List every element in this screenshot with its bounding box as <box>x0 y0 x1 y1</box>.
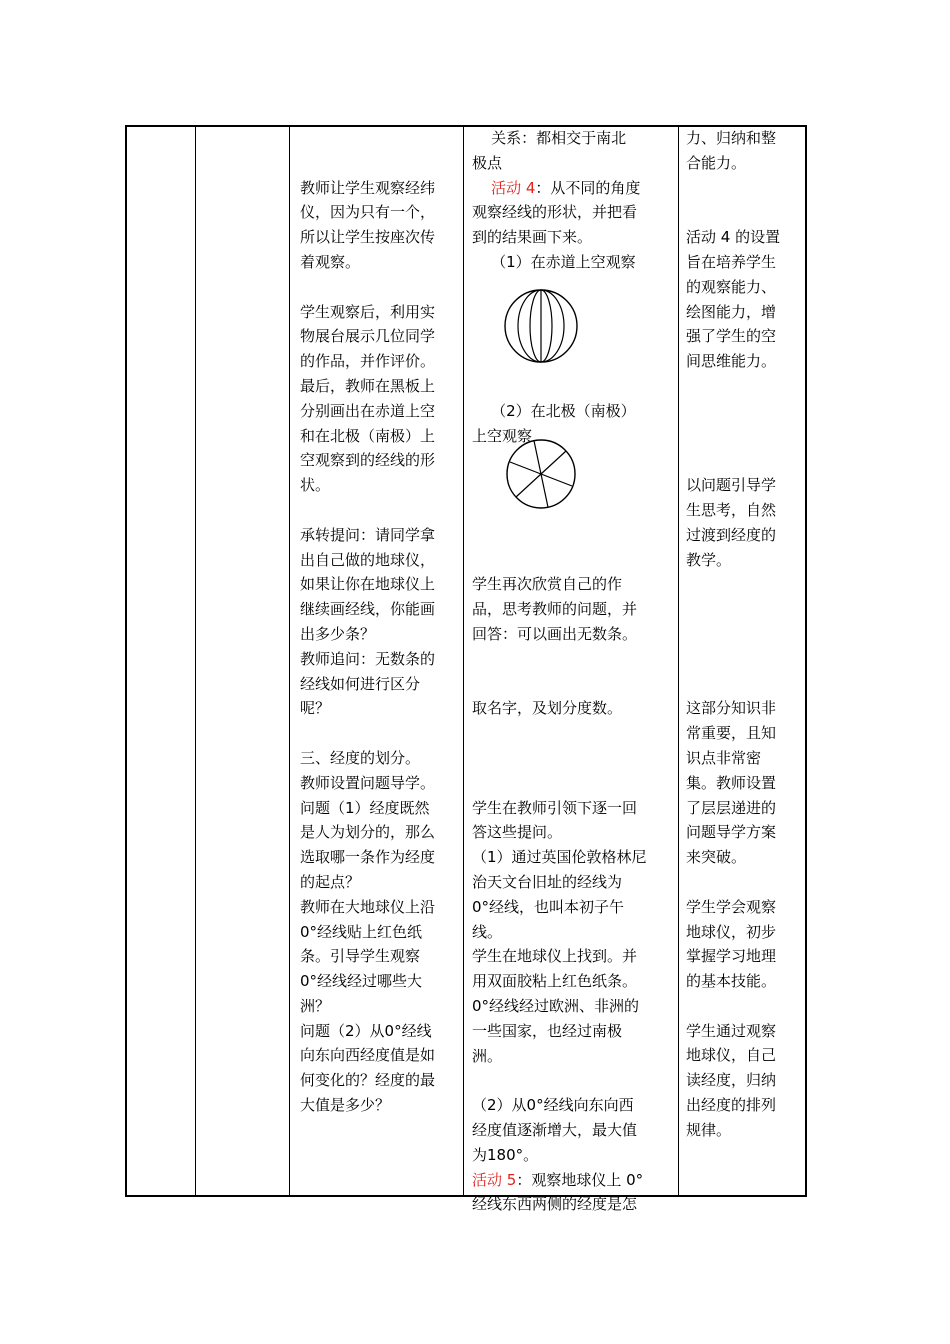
teacher-text: 出多少条？ <box>300 624 376 643</box>
teacher-line <box>300 721 460 746</box>
intent-line <box>686 920 802 945</box>
intent-line <box>686 300 802 325</box>
column-divider-4 <box>678 125 679 1197</box>
intent-text: 了层层递进的 <box>686 798 777 817</box>
teacher-line <box>300 225 460 250</box>
intent-line <box>686 796 802 821</box>
teacher-line <box>300 275 460 300</box>
student-line <box>472 176 674 201</box>
intent-line <box>686 647 802 672</box>
teacher-text: 继续画经线，你能画 <box>300 600 436 619</box>
teacher-line <box>300 300 460 325</box>
teacher-line <box>300 647 460 672</box>
intent-text: 强了学生的空 <box>686 327 777 346</box>
student-text: 品，思考教师的问题，并 <box>472 600 638 619</box>
student-text: 经线东西两侧的经度是怎 <box>472 1195 638 1214</box>
teacher-line <box>300 200 460 225</box>
teacher-line <box>300 473 460 498</box>
student-line <box>472 1093 674 1118</box>
intent-text: 规律。 <box>686 1120 732 1139</box>
teacher-text: 仪，因为只有一个， <box>300 203 436 222</box>
intent-line <box>686 1019 802 1044</box>
student-line <box>472 944 674 969</box>
teacher-text: 教师让学生观察经纬 <box>300 178 436 197</box>
student-text: 取名字，及划分度数。 <box>472 699 623 718</box>
teacher-text: 三、经度的划分。 <box>300 748 421 767</box>
table-bottom-border <box>125 1195 807 1197</box>
intent-text: 集。教师设置 <box>686 773 777 792</box>
intent-line <box>686 473 802 498</box>
student-line <box>472 200 674 225</box>
student-activity-bottom <box>472 572 674 1217</box>
intent-line <box>686 944 802 969</box>
intent-line <box>686 424 802 449</box>
student-text: 一些国家，也经过南极 <box>472 1021 623 1040</box>
teacher-line <box>300 746 460 771</box>
teacher-line <box>300 176 460 201</box>
teacher-text: 向东向西经度值是如 <box>300 1046 436 1065</box>
intent-text: 绘图能力，增 <box>686 302 777 321</box>
student-text: （2）在北极（南极） <box>472 401 636 420</box>
student-text: 极点 <box>472 153 503 172</box>
teacher-text: 教师设置问题导学。 <box>300 773 436 792</box>
intent-line <box>686 622 802 647</box>
intent-line <box>686 771 802 796</box>
teacher-line <box>300 349 460 374</box>
intent-text: 这部分知识非 <box>686 699 777 718</box>
intent-line <box>686 721 802 746</box>
teacher-text: 教师追问：无数条的 <box>300 649 436 668</box>
student-line <box>472 1143 674 1168</box>
teacher-line <box>300 994 460 1019</box>
teacher-line <box>300 250 460 275</box>
intent-line <box>686 448 802 473</box>
teacher-text: 最后，教师在黑板上 <box>300 376 436 395</box>
intent-text: 的观察能力、 <box>686 277 777 296</box>
student-text: 线。 <box>472 922 503 941</box>
student-line <box>472 696 674 721</box>
teacher-text: 教师在大地球仪上沿 <box>300 897 436 916</box>
teacher-text: 空观察到的经线的形 <box>300 451 436 470</box>
student-text: 学生在地球仪上找到。并 <box>472 947 638 966</box>
student-text: 关系：都相交于南北 <box>472 129 627 147</box>
teacher-line <box>300 944 460 969</box>
student-line <box>472 572 674 597</box>
intent-text: 以问题引导学 <box>686 476 777 495</box>
student-line <box>472 820 674 845</box>
teacher-activity-column <box>300 126 460 1118</box>
student-line <box>472 870 674 895</box>
student-text: ：从不同的角度 <box>535 178 641 197</box>
teacher-text: 何变化的？经度的最 <box>300 1071 436 1090</box>
teacher-text: 状。 <box>300 476 331 495</box>
teacher-line <box>300 696 460 721</box>
student-text: 上空观察 <box>472 426 533 445</box>
intent-text: 间思维能力。 <box>686 352 777 371</box>
teacher-line <box>300 796 460 821</box>
teacher-line <box>300 1093 460 1118</box>
teacher-text: 和在北极（南极）上 <box>300 426 436 445</box>
teacher-text: 呢？ <box>300 699 331 718</box>
student-line <box>472 250 674 275</box>
intent-text: 地球仪，自己 <box>686 1046 777 1065</box>
intent-line <box>686 1118 802 1143</box>
intent-line <box>686 895 802 920</box>
teacher-line <box>300 498 460 523</box>
teacher-line <box>300 548 460 573</box>
intent-text: 的基本技能。 <box>686 972 777 991</box>
student-line <box>472 1168 674 1193</box>
student-text: 学生在教师引领下逐一回 <box>472 798 638 817</box>
teacher-text: 的起点？ <box>300 872 361 891</box>
student-line <box>472 622 674 647</box>
teacher-line <box>300 870 460 895</box>
intent-line <box>686 126 802 151</box>
student-text: ：观察地球仪上 0° <box>516 1170 644 1189</box>
intent-text: 活动 4 的设置 <box>686 228 781 247</box>
teacher-text: 问题（2）从0°经线 <box>300 1021 432 1040</box>
intent-text: 来突破。 <box>686 848 747 867</box>
student-text: 用双面胶粘上红色纸条。 <box>472 972 638 991</box>
intent-line <box>686 374 802 399</box>
intent-text: 力、归纳和整 <box>686 129 777 147</box>
pole-view-globe-figure <box>504 436 578 512</box>
column-divider-3 <box>463 125 464 1197</box>
teacher-line <box>300 1019 460 1044</box>
teacher-line <box>300 523 460 548</box>
teacher-line <box>300 572 460 597</box>
student-line <box>472 920 674 945</box>
student-line <box>472 969 674 994</box>
student-text: 经度值逐渐增大，最大值 <box>472 1120 638 1139</box>
activity-label: 活动 5 <box>472 1170 517 1189</box>
teacher-line <box>300 1043 460 1068</box>
intent-text: 生思考，自然 <box>686 500 777 519</box>
intent-line <box>686 597 802 622</box>
intent-line <box>686 845 802 870</box>
teacher-text: 选取哪一条作为经度 <box>300 848 436 867</box>
teacher-text: 0°经线贴上红色纸 <box>300 922 423 941</box>
column-divider-1 <box>195 125 196 1197</box>
teacher-line <box>300 895 460 920</box>
intent-line <box>686 969 802 994</box>
intent-line <box>686 696 802 721</box>
intent-line <box>686 225 802 250</box>
intent-text: 识点非常密 <box>686 748 762 767</box>
teacher-line <box>300 126 460 151</box>
teacher-text: 分别画出在赤道上空 <box>300 401 436 420</box>
student-text: 治天文台旧址的经线为 <box>472 872 623 891</box>
intent-text: 过渡到经度的 <box>686 525 777 544</box>
student-line <box>472 895 674 920</box>
student-line <box>472 1068 674 1093</box>
activity-label: 活动 4 <box>472 178 536 197</box>
student-line <box>472 126 674 151</box>
intent-line <box>686 250 802 275</box>
intent-line <box>686 548 802 573</box>
intent-text: 合能力。 <box>686 153 747 172</box>
student-line <box>472 1019 674 1044</box>
intent-line <box>686 1068 802 1093</box>
intent-line <box>686 523 802 548</box>
teacher-text: 如果让你在地球仪上 <box>300 575 436 594</box>
intent-line <box>686 1093 802 1118</box>
teacher-text: 问题（1）经度既然 <box>300 798 430 817</box>
intent-text: 地球仪，初步 <box>686 922 777 941</box>
teacher-line <box>300 374 460 399</box>
teacher-text: 的作品，并作评价。 <box>300 352 436 371</box>
teacher-line <box>300 820 460 845</box>
teacher-text: 洲？ <box>300 996 331 1015</box>
intent-line <box>686 672 802 697</box>
student-text: （2）从0°经线向东向西 <box>472 1096 634 1115</box>
student-activity-top <box>472 126 674 275</box>
teacher-text: 是人为划分的，那么 <box>300 823 436 842</box>
intent-text: 出经度的排列 <box>686 1096 777 1115</box>
teacher-text: 着观察。 <box>300 252 361 271</box>
teacher-text: 条。引导学生观察 <box>300 947 421 966</box>
intent-line <box>686 176 802 201</box>
student-line <box>472 721 674 746</box>
table-left-border <box>125 125 127 1197</box>
intent-line <box>686 746 802 771</box>
teacher-line <box>300 448 460 473</box>
student-line <box>472 796 674 821</box>
equator-view-globe-figure <box>502 286 580 366</box>
teacher-text: 所以让学生按座次传 <box>300 228 436 247</box>
intent-text: 掌握学习地理 <box>686 947 777 966</box>
intent-text: 学生学会观察 <box>686 897 777 916</box>
student-text: （1）在赤道上空观察 <box>472 252 636 271</box>
intent-text: 问题导学方案 <box>686 823 777 842</box>
teacher-line <box>300 969 460 994</box>
teacher-line <box>300 771 460 796</box>
student-text: 为180°。 <box>472 1145 539 1164</box>
student-text: 学生再次欣赏自己的作 <box>472 575 623 594</box>
student-text: 0°经线，也叫本初子午 <box>472 897 625 916</box>
intent-line <box>686 151 802 176</box>
teacher-text: 出自己做的地球仪， <box>300 550 436 569</box>
student-text: 回答：可以画出无数条。 <box>472 624 638 643</box>
column-divider-2 <box>289 125 290 1197</box>
teacher-text: 经线如何进行区分 <box>300 674 421 693</box>
intent-line <box>686 324 802 349</box>
teacher-line <box>300 622 460 647</box>
teacher-line <box>300 597 460 622</box>
student-text: 答这些提问。 <box>472 823 563 842</box>
teacher-text: 大值是多少？ <box>300 1096 391 1115</box>
student-text: （1）通过英国伦敦格林尼 <box>472 848 647 867</box>
teacher-text: 0°经线经过哪些大 <box>300 972 423 991</box>
student-line <box>472 1192 674 1217</box>
student-line <box>472 845 674 870</box>
student-line <box>472 597 674 622</box>
intent-line <box>686 275 802 300</box>
student-line <box>472 771 674 796</box>
student-line <box>472 1118 674 1143</box>
student-line <box>472 647 674 672</box>
student-text: 洲。 <box>472 1046 503 1065</box>
teacher-line <box>300 920 460 945</box>
student-line <box>472 399 674 424</box>
intent-line <box>686 200 802 225</box>
intent-line <box>686 572 802 597</box>
intent-text: 常重要，且知 <box>686 724 777 743</box>
student-line <box>472 994 674 1019</box>
student-line <box>472 746 674 771</box>
student-line <box>472 151 674 176</box>
intent-line <box>686 399 802 424</box>
teacher-text: 物展台展示几位同学 <box>300 327 436 346</box>
intent-text: 旨在培养学生 <box>686 252 777 271</box>
teacher-line <box>300 845 460 870</box>
intent-text: 学生通过观察 <box>686 1021 777 1040</box>
intent-line <box>686 349 802 374</box>
student-line <box>472 225 674 250</box>
teacher-line <box>300 399 460 424</box>
student-text: 观察经线的形状，并把看 <box>472 203 638 222</box>
design-intent-column <box>686 126 802 1143</box>
student-line <box>472 1044 674 1069</box>
teacher-text: 学生观察后，利用实 <box>300 302 436 321</box>
student-text: 到的结果画下来。 <box>472 228 593 247</box>
teacher-line <box>300 424 460 449</box>
intent-line <box>686 1043 802 1068</box>
teacher-line <box>300 151 460 176</box>
student-text: 0°经线经过欧洲、非洲的 <box>472 996 640 1015</box>
teacher-text: 承转提问：请同学拿 <box>300 525 436 544</box>
intent-line <box>686 498 802 523</box>
teacher-line <box>300 672 460 697</box>
intent-line <box>686 994 802 1019</box>
student-line <box>472 672 674 697</box>
intent-text: 读经度，归纳 <box>686 1071 777 1090</box>
intent-line <box>686 870 802 895</box>
table-right-border <box>805 125 807 1197</box>
teacher-line <box>300 1068 460 1093</box>
teacher-line <box>300 324 460 349</box>
intent-line <box>686 820 802 845</box>
intent-text: 教学。 <box>686 550 732 569</box>
